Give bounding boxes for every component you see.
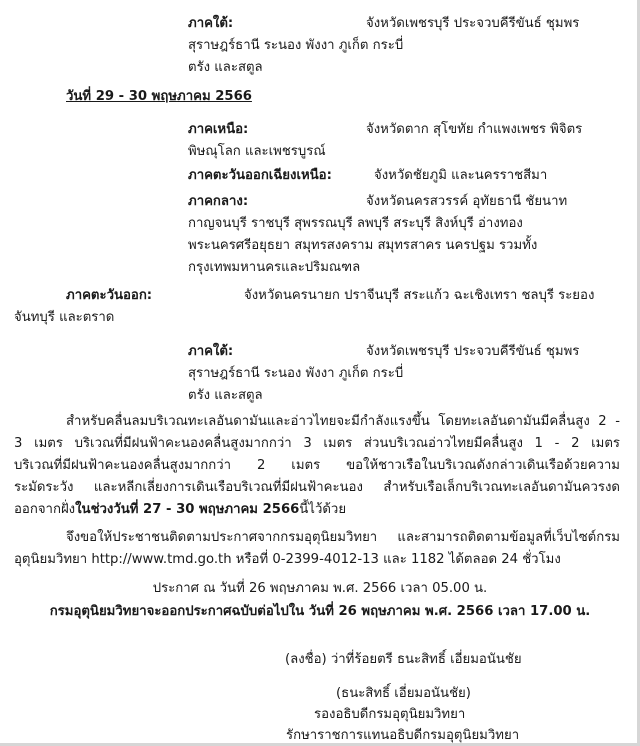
wave-para-line5-post: นี้ไว้ด้วย xyxy=(299,502,347,517)
south-line1-top: จังหวัดเพชรบุรี ประจวบคีรีขันธ์ ชุมพร xyxy=(366,16,580,31)
signer-title1: รองอธิบดีกรมอุตุนิยมวิทยา xyxy=(314,707,466,722)
announce-time: ประกาศ ณ วันที่ 26 พฤษภาคม พ.ศ. 2566 เวลา 05.00 น. xyxy=(152,581,488,596)
wave-para-line5-bold: ในช่วงวันที่ 27 - 30 พฤษภาคม 2566 xyxy=(75,502,300,517)
central-line4: กรุงเทพมหานครและปริมณฑล xyxy=(188,260,361,275)
east-line1: จังหวัดนครนายก ปราจีนบุรี สระแก้ว ฉะเชิงเทรา ชลบุรี ระยอง xyxy=(244,288,595,303)
central-line2: กาญจนบุรี ราชบุรี สุพรรณบุรี ลพบุรี สระบุรี สิงห์บุรี อ่างทอง xyxy=(188,216,523,231)
central-line1: จังหวัดนครสวรรค์ อุทัยธานี ชัยนาท xyxy=(366,194,568,209)
date-heading: วันที่ 29 - 30 พฤษภาคม 2566 xyxy=(66,89,252,104)
northeast-heading: ภาคตะวันออกเฉียงเหนือ: xyxy=(188,168,332,183)
wave-para-line2: 3 เมตร บริเวณที่มีฝนฟ้าคะนองคลื่นสูงมากกว่า 3 เมตร ส่วนบริเวณอ่าวไทยมีคลื่นสูง 1 - 2 เมตร xyxy=(14,436,620,451)
south-line2: สุราษฎร์ธานี ระนอง พังงา ภูเก็ต กระบี่ xyxy=(188,366,404,381)
signer-title2: รักษาราชการแทนอธิบดีกรมอุตุนิยมวิทยา xyxy=(286,728,520,743)
east-line2: จันทบุรี และตราด xyxy=(14,310,115,325)
wave-para-line5 xyxy=(14,498,346,519)
south-heading: ภาคใต้: xyxy=(188,344,234,359)
south-line3: ตรัง และสตูล xyxy=(188,388,263,403)
wave-para-line1: สำหรับคลื่นลมบริเวณทะเลอันดามันและอ่าวไทยจะมีกำลังแรงขึ้น โดยทะเลอันดามันมีคลื่นสูง 2 - xyxy=(66,414,620,429)
follow-para-line2: อุตุนิยมวิทยา http://www.tmd.go.th หรือที่ 0-2399-4012-13 และ 1182 ได้ตลอด 24 ชั่วโมง xyxy=(14,552,561,567)
wave-para-line5-pre: ออกจากฝั่ง xyxy=(14,502,76,517)
south-line3-top: ตรัง และสตูล xyxy=(188,60,263,75)
next-announce: กรมอุตุนิยมวิทยาจะออกประกาศฉบับต่อไปใน วันที่ 26 พฤษภาคม พ.ศ. 2566 เวลา 17.00 น. xyxy=(49,604,591,619)
north-line2: พิษณุโลก และเพชรบูรณ์ xyxy=(188,144,326,159)
central-heading: ภาคกลาง: xyxy=(188,194,249,209)
east-heading: ภาคตะวันออก: xyxy=(66,288,153,303)
south-line1: จังหวัดเพชรบุรี ประจวบคีรีขันธ์ ชุมพร xyxy=(366,344,580,359)
northeast-line1: จังหวัดชัยภูมิ และนครราชสีมา xyxy=(374,168,548,183)
follow-para-line1: จึงขอให้ประชาชนติดตามประกาศจากกรมอุตุนิยมวิทยา และสามารถติดตามข้อมูลที่เว็บไซต์กรม xyxy=(66,530,620,545)
south-heading-top: ภาคใต้: xyxy=(188,16,234,31)
central-line3: พระนครศรีอยุธยา สมุทรสงคราม สมุทรสาคร นครปฐม รวมทั้ง xyxy=(188,238,538,253)
wave-para-line4: ระมัดระวัง และหลีกเลี่ยงการเดินเรือบริเวณที่มีฝนฟ้าคะนอง สำหรับเรือเล็กบริเวณทะเลอันดามันควรงด xyxy=(14,480,620,495)
wave-para-line3: บริเวณที่มีฝนฟ้าคะนองคลื่นสูงมากกว่า 2 เมตร ขอให้ชาวเรือในบริเวณดังกล่าวเดินเรือด้วยความ xyxy=(14,458,620,473)
south-line2-top: สุราษฎร์ธานี ระนอง พังงา ภูเก็ต กระบี่ xyxy=(188,38,404,53)
north-heading: ภาคเหนือ: xyxy=(188,122,249,137)
signer-name: (ธนะสิทธิ์ เอี่ยมอนันชัย) xyxy=(336,686,471,701)
signature-line: (ลงชื่อ) ว่าที่ร้อยตรี ธนะสิทธิ์ เอี่ยมอนันชัย xyxy=(285,652,522,667)
north-line1: จังหวัดตาก สุโขทัย กำแพงเพชร พิจิตร xyxy=(366,122,583,137)
